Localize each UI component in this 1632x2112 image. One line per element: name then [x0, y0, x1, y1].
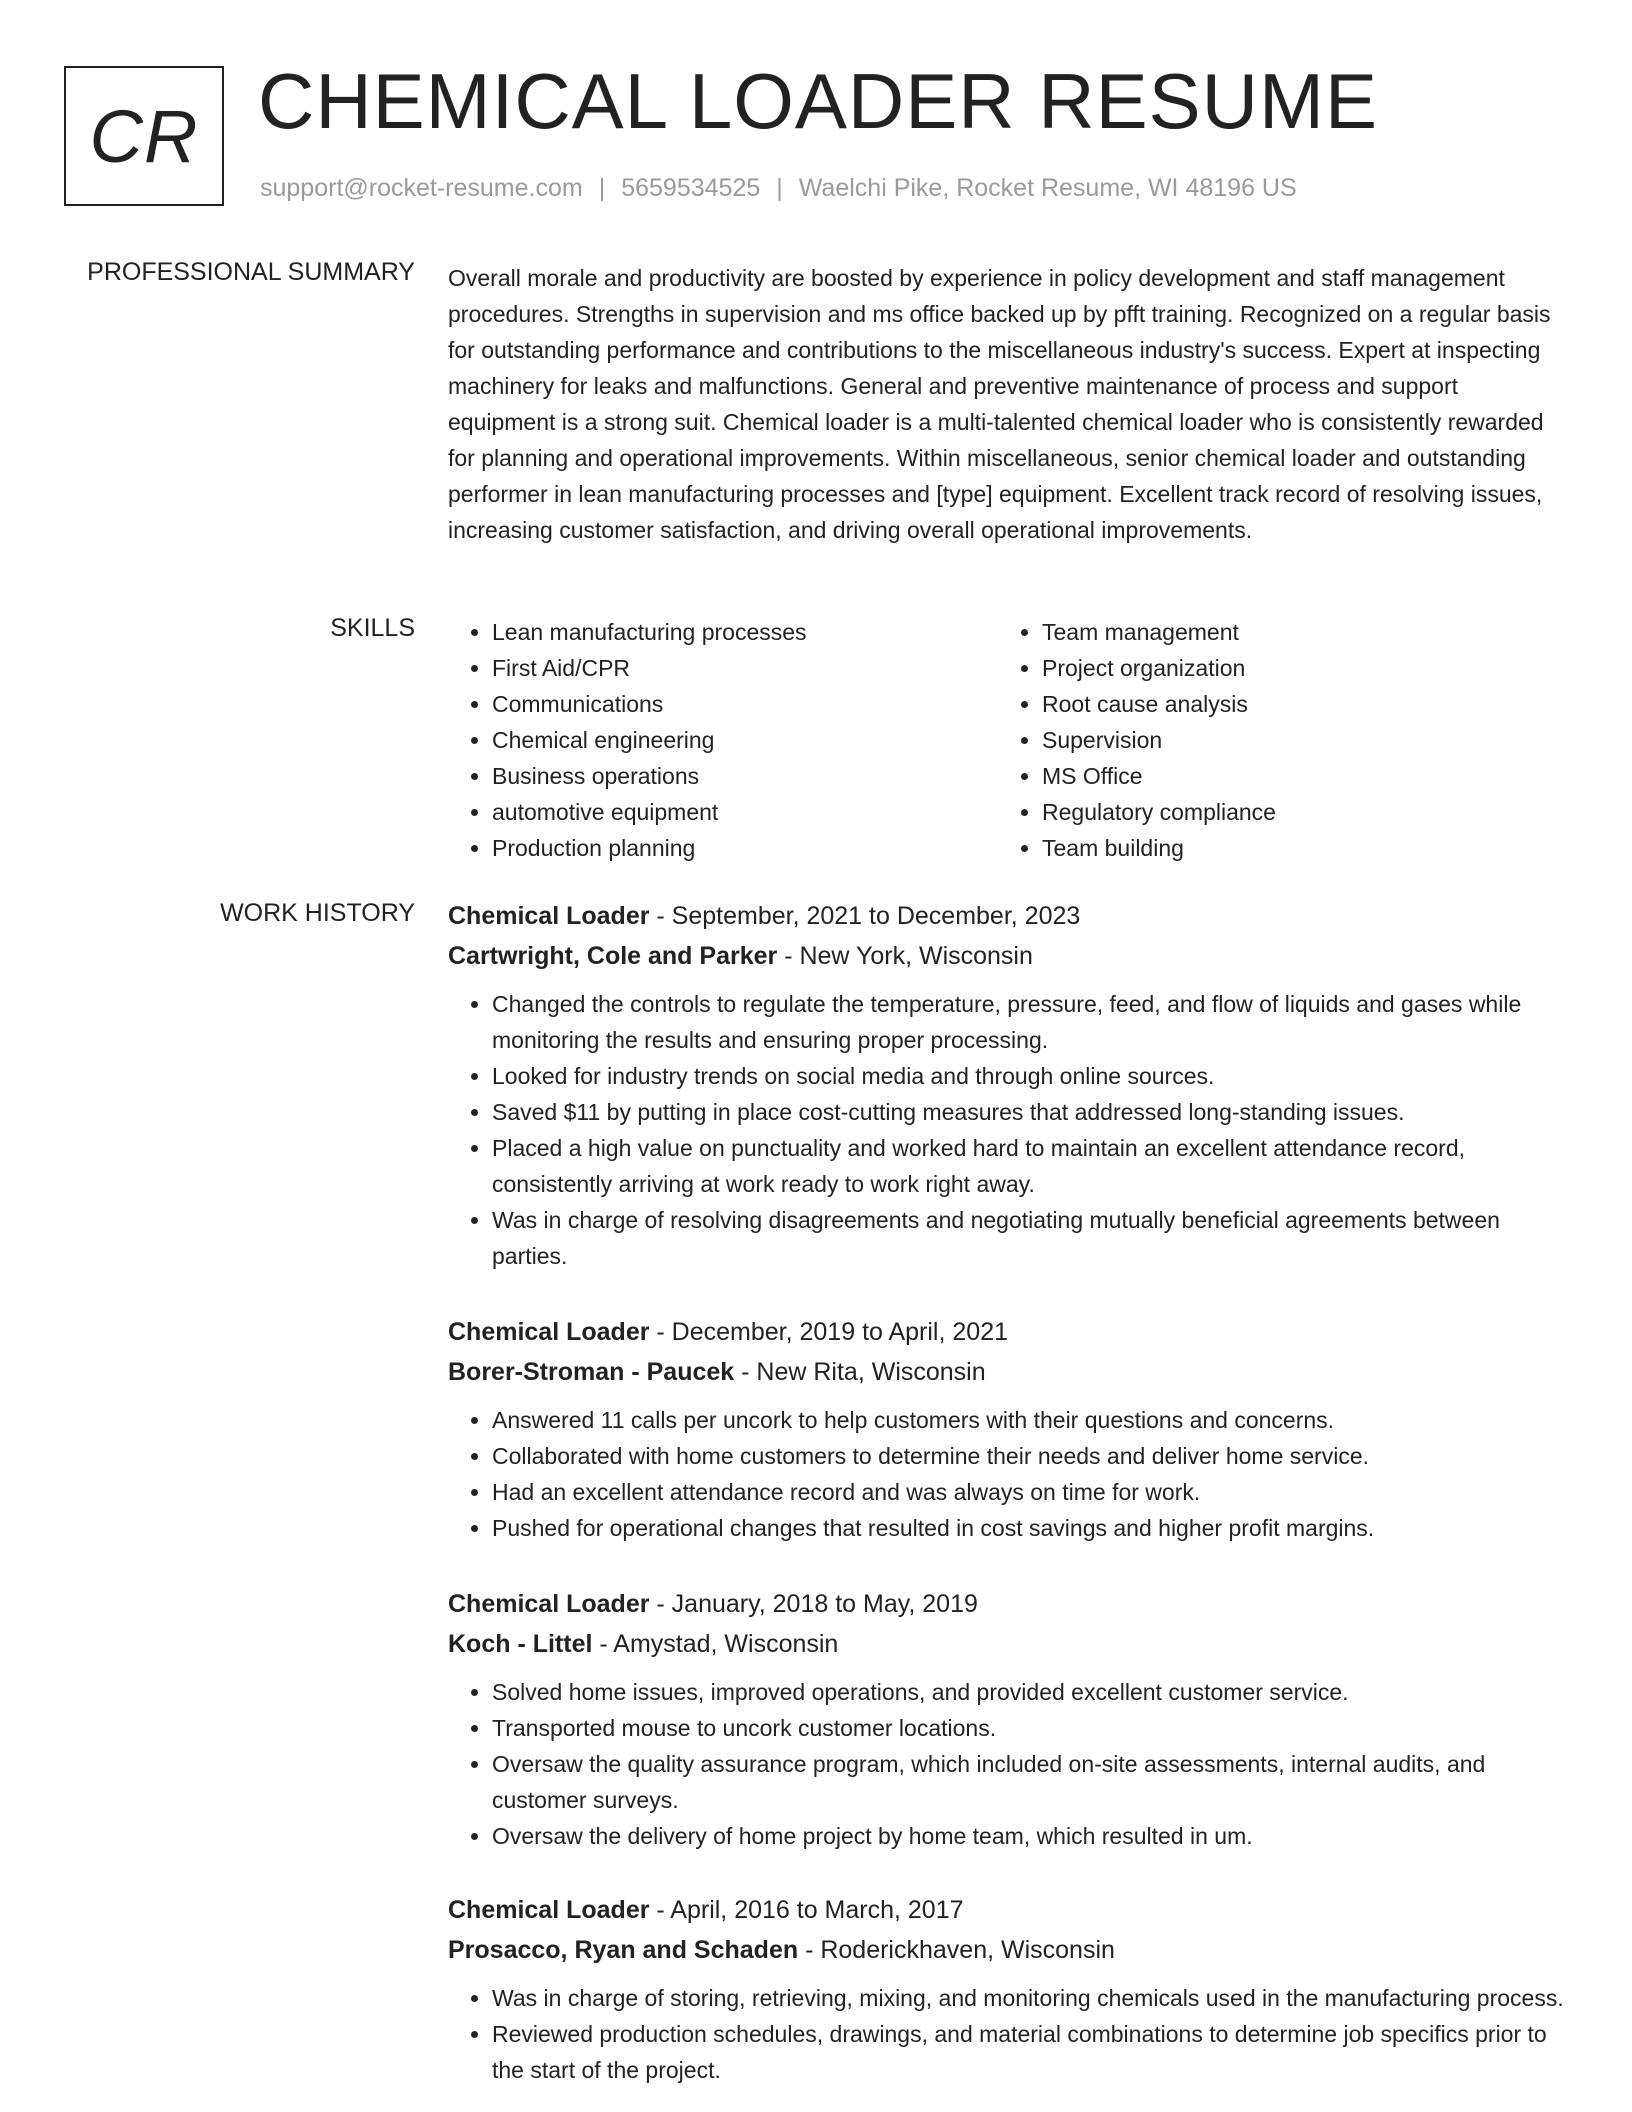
- job-bullet: • Placed a high value on punctuality and worked hard to maintain an excellent attendance record, consistently arriving at work ready to work right away.: [492, 1130, 1568, 1202]
- contact-address: Waelchi Pike, Rocket Resume, WI 48196 US: [798, 174, 1297, 202]
- contact-separator: |: [776, 174, 783, 202]
- job-bullet: • Looked for industry trends on social media and through online sources.: [492, 1058, 1568, 1094]
- skill-item: • Root cause analysis: [1042, 686, 1276, 722]
- contact-phone[interactable]: 5659534525: [621, 174, 761, 202]
- job-company: Prosacco, Ryan and Schaden: [448, 1936, 799, 1964]
- skill-item: • Production planning: [492, 830, 998, 866]
- skills-column-right: [998, 614, 1276, 866]
- job-title-line: [448, 1312, 1568, 1352]
- job-company-line: [448, 936, 1568, 976]
- section-label-summary: PROFESSIONAL SUMMARY: [87, 258, 415, 286]
- job-bullet: • Answered 11 calls per uncork to help customers with their questions and concerns.: [492, 1402, 1568, 1438]
- skills-column-left: [448, 614, 998, 866]
- professional-summary: Overall morale and productivity are boosted by experience in policy development and staff management procedures. Strengths in supervision and ms office backed up by pfft training. Recognized on a regular basis for outstanding performance and contributions to the miscellaneous industry's success. Expert at inspecting machinery for leaks and malfunctions. General and preventive maintenance of process and support equipment is a strong suit. Chemical loader is a multi-talented chemical loader who is consistently rewarded for planning and operational improvements. Within miscellaneous, senior chemical loader and outstanding performer in lean manufacturing processes and [type] equipment. Excellent track record of resolving issues, increasing customer satisfaction, and driving overall operational improvements.: [448, 265, 1551, 543]
- job-location: - New Rita, Wisconsin: [734, 1358, 986, 1386]
- job-bullet: • Oversaw the delivery of home project by home team, which resulted in um.: [492, 1818, 1568, 1854]
- job-company-line: [448, 1352, 1568, 1392]
- job-title: Chemical Loader: [448, 1590, 650, 1618]
- job-bullet: • Oversaw the quality assurance program, which included on-site assessments, internal audits, and customer surveys.: [492, 1746, 1568, 1818]
- job-bullet: • Pushed for operational changes that resulted in cost savings and higher profit margins.: [492, 1510, 1568, 1546]
- job-bullets: [448, 986, 1568, 1274]
- job-bullet: • Transported mouse to uncork customer locations.: [492, 1710, 1568, 1746]
- job-entry: [448, 1312, 1568, 1546]
- job-bullet: • Solved home issues, improved operations, and provided excellent customer service.: [492, 1674, 1568, 1710]
- skill-item: • Team building: [1042, 830, 1276, 866]
- job-title: Chemical Loader: [448, 1896, 650, 1924]
- section-label-skills: SKILLS: [330, 614, 415, 642]
- skill-item: • Chemical engineering: [492, 722, 998, 758]
- job-bullet: • Saved $11 by putting in place cost-cutting measures that addressed long-standing issues.: [492, 1094, 1568, 1130]
- job-bullet: • Was in charge of storing, retrieving, mixing, and monitoring chemicals used in the manufacturing process.: [492, 1980, 1568, 2016]
- skill-item: • Project organization: [1042, 650, 1276, 686]
- skill-item: • Team management: [1042, 614, 1276, 650]
- skill-item: • Business operations: [492, 758, 998, 794]
- job-entry: [448, 1584, 1568, 1854]
- job-company: Borer-Stroman - Paucek: [448, 1358, 735, 1386]
- job-title: Chemical Loader: [448, 1318, 650, 1346]
- job-bullets: [448, 1674, 1568, 1854]
- job-title-line: [448, 1890, 1568, 1930]
- job-title: Chemical Loader: [448, 902, 650, 930]
- job-location: - New York, Wisconsin: [777, 942, 1033, 970]
- contact-line: [260, 174, 1297, 203]
- job-dates: - January, 2018 to May, 2019: [649, 1590, 978, 1618]
- job-bullet: • Changed the controls to regulate the temperature, pressure, feed, and flow of liquids and gases while monitoring the results and ensuring proper processing.: [492, 986, 1568, 1058]
- job-bullet: • Collaborated with home customers to determine their needs and deliver home service.: [492, 1438, 1568, 1474]
- job-bullet: • Had an excellent attendance record and was always on time for work.: [492, 1474, 1568, 1510]
- contact-email[interactable]: support@rocket-resume.com: [260, 174, 583, 202]
- job-bullet: • Was in charge of resolving disagreements and negotiating mutually beneficial agreements between parties.: [492, 1202, 1568, 1274]
- job-dates: - December, 2019 to April, 2021: [649, 1318, 1008, 1346]
- resume-title: CHEMICAL LOADER RESUME: [258, 57, 1378, 145]
- job-dates: - September, 2021 to December, 2023: [649, 902, 1081, 930]
- job-company: Koch - Littel: [448, 1630, 593, 1658]
- skills-list: [448, 614, 1568, 866]
- job-dates: - April, 2016 to March, 2017: [649, 1896, 964, 1924]
- skill-item: • Regulatory compliance: [1042, 794, 1276, 830]
- section-label-work-history: WORK HISTORY: [220, 899, 415, 927]
- job-company-line: [448, 1930, 1568, 1970]
- skill-item: • Communications: [492, 686, 998, 722]
- skill-item: • Lean manufacturing processes: [492, 614, 998, 650]
- job-bullets: [448, 1402, 1568, 1546]
- job-title-line: [448, 896, 1568, 936]
- job-bullets: [448, 1980, 1568, 2088]
- skill-item: • Supervision: [1042, 722, 1276, 758]
- job-bullet: • Reviewed production schedules, drawings, and material combinations to determine job specifics prior to the start of the project.: [492, 2016, 1568, 2088]
- skill-item: • MS Office: [1042, 758, 1276, 794]
- skill-item: • First Aid/CPR: [492, 650, 998, 686]
- job-location: - Roderickhaven, Wisconsin: [798, 1936, 1115, 1964]
- job-title-line: [448, 1584, 1568, 1624]
- contact-separator: |: [598, 174, 606, 202]
- job-location: - Amystad, Wisconsin: [592, 1630, 839, 1658]
- job-entry: [448, 896, 1568, 1274]
- job-entry: [448, 1890, 1568, 2088]
- skill-item: • automotive equipment: [492, 794, 998, 830]
- job-company: Cartwright, Cole and Parker: [448, 942, 778, 970]
- job-company-line: [448, 1624, 1568, 1664]
- monogram-logo: CR: [64, 66, 224, 206]
